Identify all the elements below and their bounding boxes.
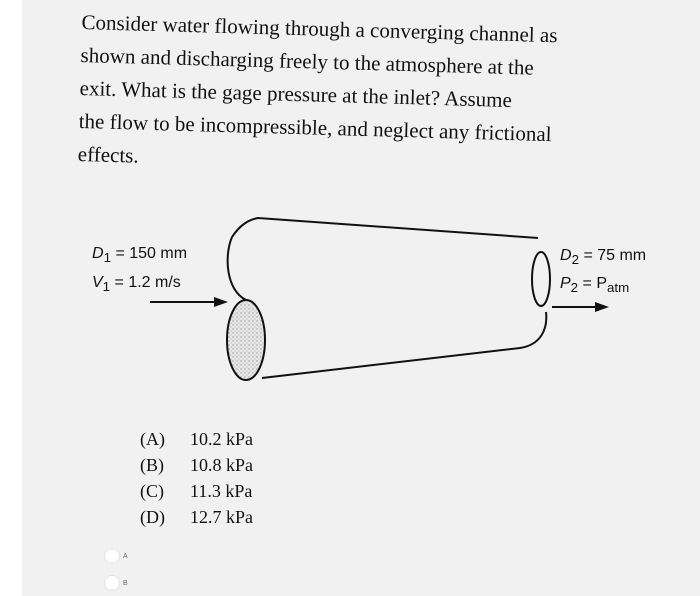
question-line: exit. What is the gage pressure at the inlet? Assume bbox=[79, 75, 513, 113]
outlet-pressure-label bbox=[560, 275, 629, 295]
v1-symbol: V bbox=[92, 274, 103, 291]
atm-subscript: atm bbox=[607, 280, 630, 296]
answer-choice-label: A bbox=[123, 552, 128, 560]
option-c bbox=[140, 478, 253, 504]
outlet-arrow-head bbox=[595, 302, 609, 312]
option-value: 12.7 kPa bbox=[190, 507, 253, 527]
v1-value: = 1.2 m/s bbox=[114, 274, 181, 291]
d1-value: = 150 mm bbox=[115, 245, 188, 262]
option-letter: (C) bbox=[140, 481, 164, 501]
option-value: 10.2 kPa bbox=[190, 429, 253, 449]
option-a bbox=[140, 426, 253, 452]
question-line: Consider water flowing through a converging channel as bbox=[81, 9, 558, 48]
question-line: the flow to be incompressible, and neglect any frictional bbox=[78, 108, 552, 147]
answer-choice-a[interactable] bbox=[104, 548, 128, 564]
p2-equals: = P bbox=[582, 275, 608, 292]
answer-options bbox=[140, 426, 253, 530]
answer-choice-b[interactable] bbox=[104, 575, 128, 591]
p2-symbol: P bbox=[560, 275, 571, 292]
question-line: shown and discharging freely to the atmosphere at the bbox=[80, 42, 535, 80]
d2-symbol: D bbox=[560, 247, 572, 264]
inlet-back-edge bbox=[228, 237, 246, 300]
d2-subscript: 2 bbox=[571, 252, 579, 268]
outlet-cross-section bbox=[532, 252, 550, 306]
inlet-velocity-label bbox=[92, 274, 181, 294]
answer-choice-label: B bbox=[123, 579, 128, 587]
v1-subscript: 1 bbox=[102, 279, 111, 295]
outlet-diameter-label bbox=[560, 247, 646, 267]
option-value: 11.3 kPa bbox=[190, 481, 253, 501]
channel-lower-wall bbox=[262, 312, 546, 378]
option-value: 10.8 kPa bbox=[190, 455, 253, 475]
d2-value: = 75 mm bbox=[583, 247, 647, 264]
inlet-arrow-head bbox=[214, 297, 228, 307]
option-letter: (B) bbox=[140, 455, 164, 475]
question-line: effects. bbox=[77, 141, 140, 168]
option-letter: (D) bbox=[140, 507, 165, 527]
channel-upper-wall bbox=[232, 218, 538, 238]
radio-circle-icon[interactable] bbox=[104, 548, 120, 564]
radio-circle-icon[interactable] bbox=[104, 575, 120, 591]
option-letter: (A) bbox=[140, 429, 165, 449]
p2-subscript: 2 bbox=[570, 280, 579, 296]
inlet-cross-section bbox=[227, 300, 265, 380]
inlet-diameter-label bbox=[92, 245, 187, 265]
d1-symbol: D bbox=[92, 245, 104, 262]
option-b bbox=[140, 452, 253, 478]
option-d bbox=[140, 504, 253, 530]
d1-subscript: 1 bbox=[103, 250, 111, 266]
